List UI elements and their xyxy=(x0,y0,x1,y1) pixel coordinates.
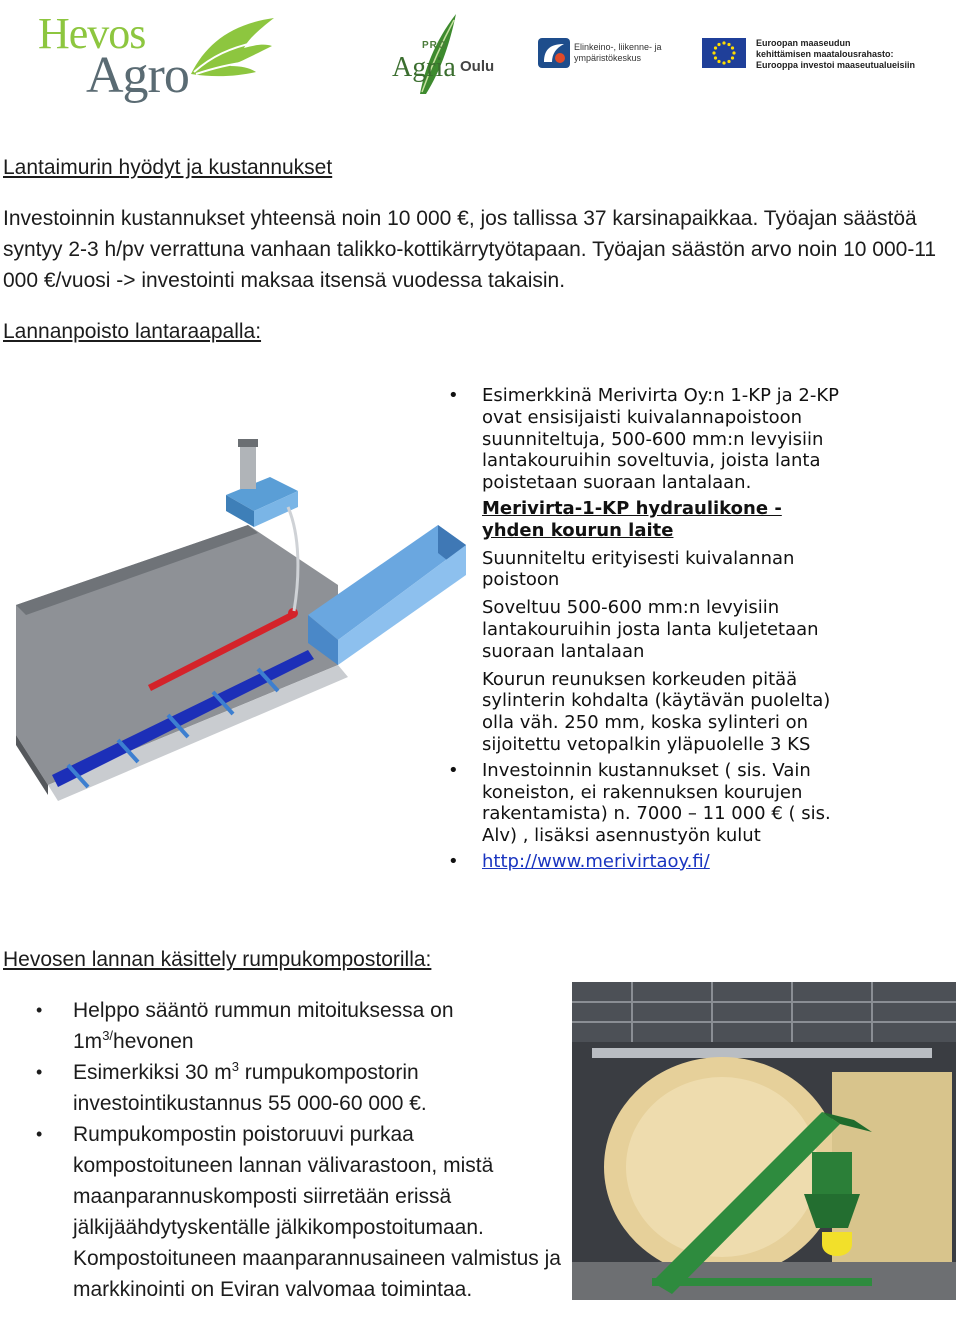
eu-flag-icon xyxy=(702,38,746,68)
composter-bullet-1 xyxy=(36,995,576,1057)
slide-bullet-costs-text: Investoinnin kustannukset ( sis. Vain koneiston, ei rakennuksen kourujen rakentamista) n. 7000 – 11 000 € ( sis. Alv) , lisäksi asennustyön kulut xyxy=(482,759,831,847)
bullet1-text-end: hevonen xyxy=(113,1030,194,1053)
composter-bullet-list xyxy=(36,995,576,1305)
composter-bullet-3 xyxy=(36,1119,576,1305)
proagria-oulu-logo xyxy=(390,12,510,96)
eu-logo-line1: Euroopan maaseudun xyxy=(756,38,851,48)
slide-sub-1: Suunniteltu erityisesti kuivalannan poistoon xyxy=(482,547,795,591)
proagria-pro: PRO xyxy=(422,40,447,51)
slide-bullet-costs xyxy=(448,760,848,847)
ely-logo-line1: Elinkeino-, liikenne- ja xyxy=(574,42,662,52)
bullet-icon: • xyxy=(448,385,459,406)
section-heading-lantaimuri: Lantaimurin hyödyt ja kustannukset xyxy=(3,156,333,179)
bullet1-superscript: 3/ xyxy=(102,1028,114,1043)
bullet1-text: Helppo sääntö rummun mitoituksessa on 1m xyxy=(73,999,454,1053)
slide-bullet-intro: Esimerkkinä Merivirta Oy:n 1-KP ja 2-KP ovat ensisijaisti kuivalannapoistoon suunniteltuja, 500-600 mm:n levyisiin lantakouruihin soveltuvia, joista lanta poistetaan suoraan lantalaan. xyxy=(482,385,840,494)
ely-emblem-icon xyxy=(538,36,570,70)
bullet-icon: • xyxy=(36,1000,43,1020)
merivirta-link[interactable]: http://www.merivirtaoy.fi/ xyxy=(482,850,710,872)
bullet-icon: • xyxy=(448,850,459,872)
proagria-agria: Agria xyxy=(392,52,456,83)
slide-subtitle: Merivirta-1-KP hydraulikone - yhden kourun laite xyxy=(482,497,782,541)
composter-bullet-2 xyxy=(36,1057,576,1119)
bullet-icon: • xyxy=(36,1062,43,1082)
slide-bullet-list xyxy=(448,385,848,877)
section-heading-lantaraappa: Lannanpoisto lantaraapalla: xyxy=(3,320,262,343)
slide-sub-3: Kourun reunuksen korkeuden pitää sylinterin kohdalta (käytävän puolelta) olla väh. 250 mm, koska sylinteri on sijoitettu vetopalkin yläpuolelle 3 KS xyxy=(482,668,831,755)
bullet-icon: • xyxy=(448,759,459,781)
section-heading-rumpukompostori: Hevosen lannan käsittely rumpukompostorilla: xyxy=(3,948,432,971)
proagria-oulu: Oulu xyxy=(460,58,495,75)
hevos-agro-logo-line2: Agro xyxy=(86,47,189,104)
manure-scraper-diagram xyxy=(8,415,470,835)
bullet3-text: Rumpukompostin poistoruuvi purkaa kompostoituneen lannan välivarastoon, mistä maanparannuskomposti siirretään erissä jälkijäähdytyskentälle jälkikompostoitumaan. Kompostoituneen maanparannusaineen valmistus ja markkinointi on Eviran valvomaa toimintaa. xyxy=(73,1123,561,1301)
bullet2-text-end: rumpukompostorin investointikustannus 55 000-60 000 €. xyxy=(73,1061,427,1115)
eu-logo-line3: Eurooppa investoi maaseutualueisiin xyxy=(756,60,916,70)
hevos-agro-logo-line1: Hevos xyxy=(38,9,146,58)
wing-icon xyxy=(186,14,276,84)
bullet2-text: Esimerkiksi 30 m xyxy=(73,1061,232,1084)
ely-logo xyxy=(538,36,678,72)
merivirta-slide xyxy=(0,375,960,895)
eu-logo-line2: kehittämisen maatalousrahasto: xyxy=(756,49,894,59)
slide-sub-2: Soveltuu 500-600 mm:n levyisiin lantakouruihin josta lanta kuljetetaan suoraan lantalaan xyxy=(482,597,819,662)
slide-bullet-merivirta xyxy=(448,385,848,756)
logo-header xyxy=(0,0,960,110)
ely-logo-line2: ympäristökeskus xyxy=(574,53,642,63)
bullet-icon: • xyxy=(36,1124,43,1144)
slide-bullet-link xyxy=(448,851,848,873)
eu-logo xyxy=(702,36,922,72)
drum-composter-photo xyxy=(572,982,956,1300)
paragraph-investment: Investoinnin kustannukset yhteensä noin 10 000 €, jos tallissa 37 karsinapaikkaa. Työajan säästöä syntyy 2-3 h/pv verrattuna vanhaan talikko-kottikärrytyötapaan. Työajan säästön arvo noin 10 000-11 000 €/vuosi -> investointi maksaa itsensä vuodessa takaisin. xyxy=(3,207,937,292)
bullet2-superscript: 3 xyxy=(231,1059,239,1074)
hevos-agro-logo xyxy=(36,8,276,104)
